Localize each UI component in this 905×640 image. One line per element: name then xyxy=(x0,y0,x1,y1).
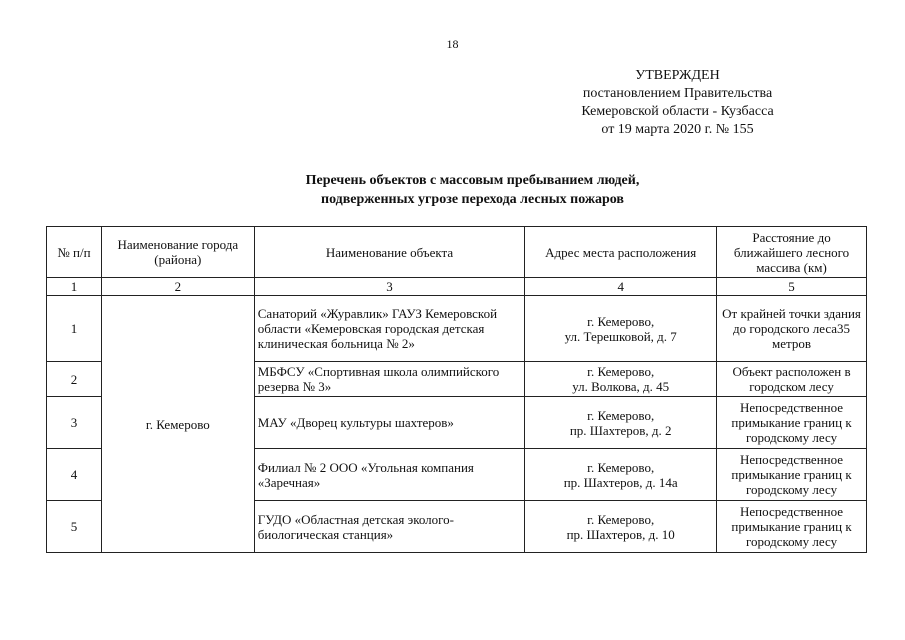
row-number: 2 xyxy=(47,362,102,397)
address-cell xyxy=(525,501,717,553)
title-line: подверженных угрозе перехода лесных пожаров xyxy=(321,192,624,207)
distance-cell: Объект расположен в городском лесу xyxy=(717,362,867,397)
distance-cell: От крайней точки здания до городского леса35 метров xyxy=(717,296,867,362)
object-cell: МБФСУ «Спортивная школа олимпийского резерва № 3» xyxy=(254,362,525,397)
approval-line: постановлением Правительства xyxy=(582,86,773,101)
row-number: 4 xyxy=(47,449,102,501)
address-street: пр. Шахтеров, д. 10 xyxy=(566,526,675,542)
distance-cell: Непосредственное примыкание границ к городскому лесу xyxy=(717,449,867,501)
address-city: г. Кемерово, xyxy=(587,313,655,329)
title-line: Перечень объектов с массовым пребыванием людей, xyxy=(305,173,640,188)
table-header-row xyxy=(47,227,867,278)
address-cell xyxy=(525,362,717,397)
objects-table xyxy=(46,226,867,553)
column-number-row xyxy=(47,278,867,296)
object-cell: ГУДО «Областная детская эколого-биологическая станция» xyxy=(254,501,525,553)
column-number: 4 xyxy=(525,278,717,296)
address-cell xyxy=(525,397,717,449)
address-city: г. Кемерово, xyxy=(587,459,655,475)
distance-cell: Непосредственное примыкание границ к городскому лесу xyxy=(717,501,867,553)
address-city: г. Кемерово, xyxy=(587,364,655,379)
approval-line: Кемеровской области - Кузбасса xyxy=(581,104,774,119)
approval-heading: УТВЕРЖДЕН xyxy=(635,68,720,83)
header-distance: Расстояние до ближайшего лесного массива (км) xyxy=(717,227,867,278)
address-city: г. Кемерово, xyxy=(587,407,655,423)
column-number: 5 xyxy=(717,278,867,296)
column-number: 3 xyxy=(254,278,525,296)
column-number: 2 xyxy=(101,278,254,296)
city-cell: г. Кемерово xyxy=(101,296,254,553)
address-street: пр. Шахтеров, д. 14а xyxy=(563,474,678,490)
approval-block xyxy=(555,67,800,139)
document-title xyxy=(200,171,745,209)
approval-date: от 19 марта 2020 г. № 155 xyxy=(601,122,754,137)
header-address: Адрес места расположения xyxy=(525,227,717,278)
object-cell: Филиал № 2 ООО «Угольная компания «Заречная» xyxy=(254,449,525,501)
object-cell: Санаторий «Журавлик» ГАУЗ Кемеровской области «Кемеровская городская детская клиническая больница № 2» xyxy=(254,296,525,362)
address-street: пр. Шахтеров, д. 2 xyxy=(569,422,672,438)
object-cell: МАУ «Дворец культуры шахтеров» xyxy=(254,397,525,449)
row-number: 5 xyxy=(47,501,102,553)
header-object: Наименование объекта xyxy=(254,227,525,278)
row-number: 3 xyxy=(47,397,102,449)
row-number: 1 xyxy=(47,296,102,362)
address-cell xyxy=(525,296,717,362)
distance-cell: Непосредственное примыкание границ к городскому лесу xyxy=(717,397,867,449)
address-cell xyxy=(525,449,717,501)
table-row xyxy=(47,296,867,362)
header-number: № п/п xyxy=(47,227,102,278)
address-city: г. Кемерово, xyxy=(587,511,655,527)
address-street: ул. Волкова, д. 45 xyxy=(572,379,670,394)
header-city: Наименование города (района) xyxy=(101,227,254,278)
column-number: 1 xyxy=(47,278,102,296)
address-street: ул. Терешковой, д. 7 xyxy=(564,328,677,344)
page-number: 18 xyxy=(446,37,459,51)
